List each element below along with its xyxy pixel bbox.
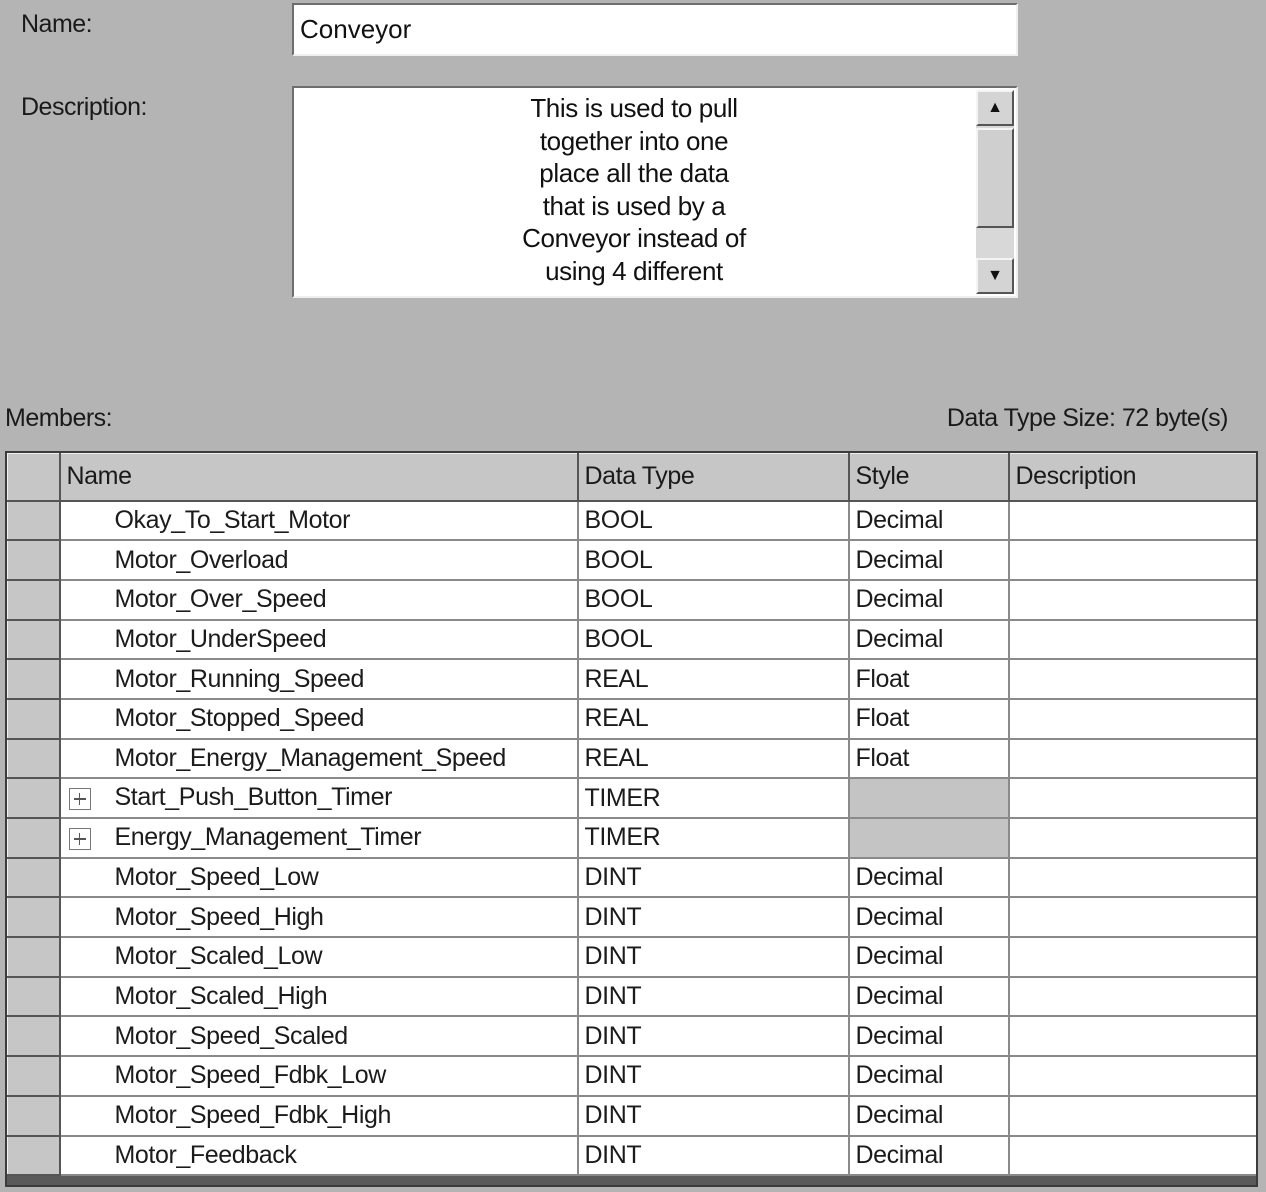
member-row[interactable] bbox=[8, 540, 1257, 580]
member-style-cell[interactable]: Decimal bbox=[849, 858, 1009, 898]
member-style-cell[interactable]: Decimal bbox=[849, 1056, 1009, 1096]
row-header-cell[interactable] bbox=[8, 1136, 60, 1176]
member-description-cell[interactable] bbox=[1009, 1056, 1257, 1096]
row-header-cell[interactable] bbox=[8, 858, 60, 898]
row-header-cell[interactable] bbox=[8, 1096, 60, 1136]
expander-slot bbox=[67, 824, 115, 853]
member-style-cell[interactable]: Decimal bbox=[849, 580, 1009, 620]
member-style-cell[interactable]: Decimal bbox=[849, 540, 1009, 580]
row-header-cell[interactable] bbox=[8, 501, 60, 541]
member-name: Motor_Scaled_High bbox=[114, 982, 328, 1011]
member-row[interactable] bbox=[8, 699, 1257, 739]
member-style-cell[interactable]: Float bbox=[849, 699, 1009, 739]
header-corner[interactable] bbox=[8, 454, 60, 501]
member-description-cell[interactable] bbox=[1009, 897, 1257, 937]
member-row[interactable] bbox=[8, 858, 1257, 898]
member-name-cell[interactable] bbox=[60, 501, 578, 541]
row-header-cell[interactable] bbox=[8, 1056, 60, 1096]
member-data-type-cell[interactable]: TIMER bbox=[578, 778, 849, 818]
member-data-type-cell[interactable]: REAL bbox=[578, 739, 849, 779]
member-style-cell bbox=[849, 818, 1009, 858]
description-text: This is used to pull together into one place all the data that is used by a Conveyor instead of using 4 different bbox=[522, 93, 746, 286]
member-style-cell[interactable]: Decimal bbox=[849, 501, 1009, 541]
member-name-cell[interactable] bbox=[60, 699, 578, 739]
member-name: Motor_Scaled_Low bbox=[114, 942, 323, 971]
member-row[interactable] bbox=[8, 580, 1257, 620]
member-row[interactable] bbox=[8, 739, 1257, 779]
row-header-cell[interactable] bbox=[8, 778, 60, 818]
member-data-type-cell[interactable]: DINT bbox=[578, 897, 849, 937]
row-header-cell[interactable] bbox=[8, 620, 60, 660]
member-style-cell[interactable]: Float bbox=[849, 659, 1009, 699]
column-header-data-type[interactable]: Data Type bbox=[578, 454, 849, 501]
member-style-cell bbox=[849, 778, 1009, 818]
description-label: Description: bbox=[21, 93, 147, 121]
member-name: Motor_Speed_Low bbox=[114, 863, 319, 892]
members-header-row bbox=[8, 454, 1257, 501]
description-textarea[interactable] bbox=[292, 86, 1018, 298]
member-data-type-cell[interactable]: BOOL bbox=[578, 620, 849, 660]
row-header-cell[interactable] bbox=[8, 818, 60, 858]
expand-plus-icon[interactable] bbox=[69, 788, 91, 810]
member-data-type-cell[interactable]: DINT bbox=[578, 1056, 849, 1096]
members-label: Members: bbox=[5, 404, 113, 432]
member-data-type-cell[interactable]: BOOL bbox=[578, 580, 849, 620]
member-row[interactable] bbox=[8, 818, 1257, 858]
member-data-type-cell[interactable]: DINT bbox=[578, 977, 849, 1017]
member-name-cell[interactable] bbox=[60, 897, 578, 937]
member-style-cell[interactable]: Decimal bbox=[849, 897, 1009, 937]
member-row[interactable] bbox=[8, 937, 1257, 977]
members-body bbox=[8, 501, 1257, 1176]
column-header-style[interactable]: Style bbox=[849, 454, 1009, 501]
member-name-cell[interactable] bbox=[60, 580, 578, 620]
row-header-cell[interactable] bbox=[8, 580, 60, 620]
member-name: Motor_Energy_Management_Speed bbox=[114, 743, 506, 772]
member-data-type-cell[interactable]: REAL bbox=[578, 659, 849, 699]
row-header-cell[interactable] bbox=[8, 1016, 60, 1056]
member-style-cell[interactable]: Decimal bbox=[849, 937, 1009, 977]
member-name-cell[interactable] bbox=[60, 977, 578, 1017]
member-data-type-cell[interactable]: DINT bbox=[578, 1096, 849, 1136]
members-grid[interactable] bbox=[5, 451, 1258, 1187]
member-description-cell[interactable] bbox=[1009, 858, 1257, 898]
row-header-cell[interactable] bbox=[8, 699, 60, 739]
column-header-name[interactable]: Name bbox=[60, 454, 578, 501]
member-row[interactable] bbox=[8, 1056, 1257, 1096]
member-row[interactable] bbox=[8, 659, 1257, 699]
member-name-cell[interactable] bbox=[60, 818, 578, 858]
member-description-cell[interactable] bbox=[1009, 778, 1257, 818]
member-description-cell[interactable] bbox=[1009, 620, 1257, 660]
member-name-cell[interactable] bbox=[60, 540, 578, 580]
member-name: Motor_Over_Speed bbox=[114, 585, 327, 614]
member-row[interactable] bbox=[8, 1016, 1257, 1056]
member-row[interactable] bbox=[8, 897, 1257, 937]
member-data-type-cell[interactable]: BOOL bbox=[578, 540, 849, 580]
member-data-type-cell[interactable]: REAL bbox=[578, 699, 849, 739]
member-description-cell[interactable] bbox=[1009, 977, 1257, 1017]
member-name: Energy_Management_Timer bbox=[114, 822, 422, 851]
expander-slot bbox=[67, 784, 115, 813]
member-name: Motor_Overload bbox=[114, 545, 289, 574]
member-style-cell[interactable]: Float bbox=[849, 739, 1009, 779]
member-name: Start_Push_Button_Timer bbox=[114, 783, 393, 812]
member-name: Motor_Speed_Fdbk_Low bbox=[114, 1061, 386, 1090]
member-name: Motor_Speed_Scaled bbox=[114, 1021, 348, 1050]
member-description-cell[interactable] bbox=[1009, 1136, 1257, 1176]
row-header-cell[interactable] bbox=[8, 540, 60, 580]
member-data-type-cell[interactable]: DINT bbox=[578, 858, 849, 898]
member-data-type-cell[interactable]: DINT bbox=[578, 1136, 849, 1176]
member-row[interactable] bbox=[8, 778, 1257, 818]
member-description-cell[interactable] bbox=[1009, 818, 1257, 858]
scroll-thumb[interactable] bbox=[976, 128, 1014, 228]
description-scrollbar[interactable] bbox=[976, 90, 1014, 294]
member-description-cell[interactable] bbox=[1009, 1096, 1257, 1136]
row-header-cell[interactable] bbox=[8, 897, 60, 937]
member-row[interactable] bbox=[8, 977, 1257, 1017]
member-name-cell[interactable] bbox=[60, 739, 578, 779]
member-name-cell[interactable] bbox=[60, 1096, 578, 1136]
member-style-cell[interactable]: Decimal bbox=[849, 620, 1009, 660]
member-style-cell[interactable]: Decimal bbox=[849, 977, 1009, 1017]
member-description-cell[interactable] bbox=[1009, 1016, 1257, 1056]
member-name: Motor_Stopped_Speed bbox=[114, 704, 365, 733]
member-name-cell[interactable] bbox=[60, 937, 578, 977]
member-row[interactable] bbox=[8, 501, 1257, 541]
members-table bbox=[7, 453, 1258, 1176]
member-description-cell[interactable] bbox=[1009, 699, 1257, 739]
member-name: Motor_UnderSpeed bbox=[114, 624, 327, 653]
row-header-cell[interactable] bbox=[8, 659, 60, 699]
row-header-cell[interactable] bbox=[8, 977, 60, 1017]
member-description-cell[interactable] bbox=[1009, 659, 1257, 699]
member-name: Motor_Feedback bbox=[114, 1140, 297, 1169]
member-name-cell[interactable] bbox=[60, 659, 578, 699]
member-data-type-cell[interactable]: TIMER bbox=[578, 818, 849, 858]
member-data-type-cell[interactable]: DINT bbox=[578, 937, 849, 977]
member-name-cell[interactable] bbox=[60, 620, 578, 660]
member-name: Motor_Speed_High bbox=[114, 902, 324, 931]
member-name-cell[interactable] bbox=[60, 778, 578, 818]
member-data-type-cell[interactable]: BOOL bbox=[578, 501, 849, 541]
member-name-cell[interactable] bbox=[60, 1016, 578, 1056]
member-name-cell[interactable] bbox=[60, 1056, 578, 1096]
member-name-cell[interactable] bbox=[60, 858, 578, 898]
expand-plus-icon[interactable] bbox=[69, 828, 91, 850]
member-name: Okay_To_Start_Motor bbox=[114, 505, 351, 534]
member-style-cell[interactable]: Decimal bbox=[849, 1096, 1009, 1136]
member-description-cell[interactable] bbox=[1009, 580, 1257, 620]
member-description-cell[interactable] bbox=[1009, 739, 1257, 779]
scroll-down-arrow-icon[interactable]: ▼ bbox=[976, 258, 1014, 294]
name-label: Name: bbox=[21, 10, 93, 38]
member-data-type-cell[interactable]: DINT bbox=[578, 1016, 849, 1056]
member-style-cell[interactable]: Decimal bbox=[849, 1136, 1009, 1176]
name-input[interactable] bbox=[292, 3, 1018, 56]
member-description-cell[interactable] bbox=[1009, 540, 1257, 580]
member-name-cell[interactable] bbox=[60, 1136, 578, 1176]
row-header-cell[interactable] bbox=[8, 739, 60, 779]
member-row[interactable] bbox=[8, 1096, 1257, 1136]
data-type-size-label: Data Type Size: 72 byte(s) bbox=[946, 404, 1228, 432]
member-style-cell[interactable]: Decimal bbox=[849, 1016, 1009, 1056]
member-name: Motor_Speed_Fdbk_High bbox=[114, 1101, 392, 1130]
member-row[interactable] bbox=[8, 1136, 1257, 1176]
member-name: Motor_Running_Speed bbox=[114, 664, 365, 693]
member-description-cell[interactable] bbox=[1009, 937, 1257, 977]
scroll-up-arrow-icon[interactable]: ▲ bbox=[976, 90, 1014, 126]
row-header-cell[interactable] bbox=[8, 937, 60, 977]
member-description-cell[interactable] bbox=[1009, 501, 1257, 541]
column-header-description[interactable]: Description bbox=[1009, 454, 1257, 501]
member-row[interactable] bbox=[8, 620, 1257, 660]
